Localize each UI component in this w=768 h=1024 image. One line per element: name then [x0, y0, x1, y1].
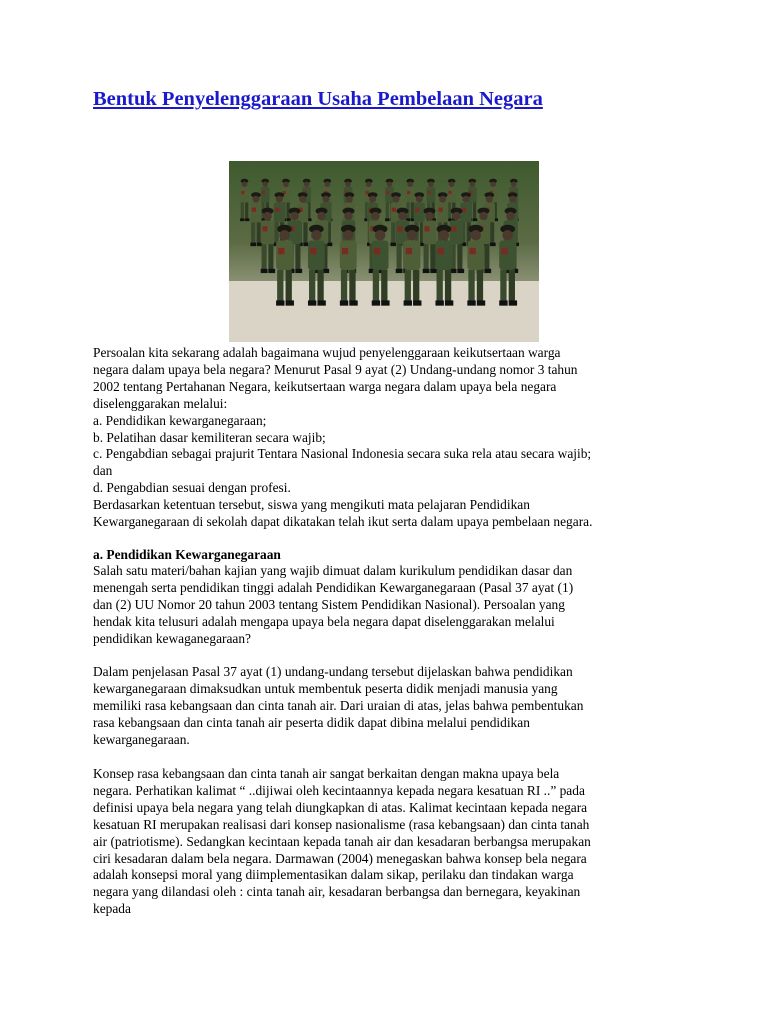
text-line: dan [93, 463, 113, 479]
text-line: adalah konsepsi moral yang diimplementasikan dalam sikap, perilaku dan tindakan warga [93, 867, 574, 883]
text-line: kewarganegaraan. [93, 731, 190, 747]
text-line: ciri kesadaran dalam bela negara. Darmawan (2004) menegaskan bahwa konsep bela negara [93, 850, 587, 866]
photo-illustration [229, 161, 539, 342]
text-line: dan (2) UU Nomor 20 tahun 2003 tentang Sistem Pendidikan Nasional). Persoalan yang [93, 596, 565, 612]
text-line: memiliki rasa kebangsaan dan cinta tanah air. Dari uraian di atas, jelas bahwa pembentukan [93, 697, 584, 713]
text-line: a. Pendidikan kewarganegaraan; [93, 412, 267, 428]
text-line: pendidikan kewaganegaraan? [93, 630, 252, 646]
text-line: c. Pengabdian sebagai prajurit Tentara Nasional Indonesia secara suka rela atau secara wajib; [93, 446, 592, 462]
text-line: Dalam penjelasan Pasal 37 ayat (1) undang-undang tersebut dijelaskan bahwa pendidikan [93, 664, 573, 679]
text-line: definisi upaya bela negara yang telah diungkapkan di atas. Kalimat kecintaan kepada negara [93, 799, 588, 815]
text-line: Berdasarkan ketentuan tersebut, siswa yang mengikuti mata pelajaran Pendidikan [93, 497, 530, 513]
intro-paragraph [93, 345, 693, 531]
text-line: hendak kita telusuri adalah mengapa upaya bela negara dapat diselenggarakan melalui [93, 613, 555, 629]
page-title[interactable]: Bentuk Penyelenggaraan Usaha Pembelaan Negara [93, 88, 543, 110]
text-line: Persoalan kita sekarang adalah bagaimana wujud penyelenggaraan keikutsertaan warga [93, 345, 561, 360]
text-line: kewarganegaraan dimaksudkan untuk membentuk peserta didik menjadi manusia yang [93, 680, 558, 696]
paragraph-pkn [93, 563, 693, 648]
section-heading-a: a. Pendidikan Kewarganegaraan [93, 547, 281, 562]
text-line: menengah serta pendidikan tinggi adalah Pendidikan Kewarganegaraan (Pasal 37 ayat (1) [93, 579, 574, 595]
soldiers-marching-photo [229, 161, 539, 342]
text-line: negara. Perhatikan kalimat “ ..dijiwai oleh kecintaannya kepada negara kesatuan RI ..” pada [93, 782, 585, 798]
text-line: rasa kebangsaan dan cinta tanah air peserta didik dapat dibina melalui pendidikan [93, 714, 530, 730]
text-line: Salah satu materi/bahan kajian yang wajib dimuat dalam kurikulum pendidikan dasar dan [93, 563, 573, 578]
text-line: kepada [93, 901, 131, 917]
text-line: negara dalam upaya bela negara? Menurut Pasal 9 ayat (2) Undang-undang nomor 3 tahun [93, 361, 578, 377]
text-line: Kewarganegaraan di sekolah dapat dikatakan telah ikut serta dalam upaya pembelaan negara. [93, 514, 593, 530]
text-line: air (patriotisme). Sedangkan kecintaan kepada tanah air dan kesadaran berbangsa merupakan [93, 833, 591, 849]
text-line: diselenggarakan melalui: [93, 395, 228, 411]
text-line: d. Pengabdian sesuai dengan profesi. [93, 480, 291, 496]
text-line: 2002 tentang Pertahanan Negara, keikutsertaan warga negara dalam upaya bela negara [93, 378, 557, 394]
text-line: negara yang dilandasi oleh : cinta tanah air, kesadaran berbangsa dan bernegara, keyakinan [93, 884, 581, 900]
paragraph-konsep [93, 766, 693, 918]
text-line: b. Pelatihan dasar kemiliteran secara wajib; [93, 429, 326, 445]
text-line: kesatuan RI merupakan realisasi dari konsep nasionalisme (rasa kebangsaan) dan cinta tanah [93, 816, 590, 832]
text-line: Konsep rasa kebangsaan dan cinta tanah air sangat berkaitan dengan makna upaya bela [93, 766, 560, 781]
paragraph-penjelasan [93, 664, 693, 749]
